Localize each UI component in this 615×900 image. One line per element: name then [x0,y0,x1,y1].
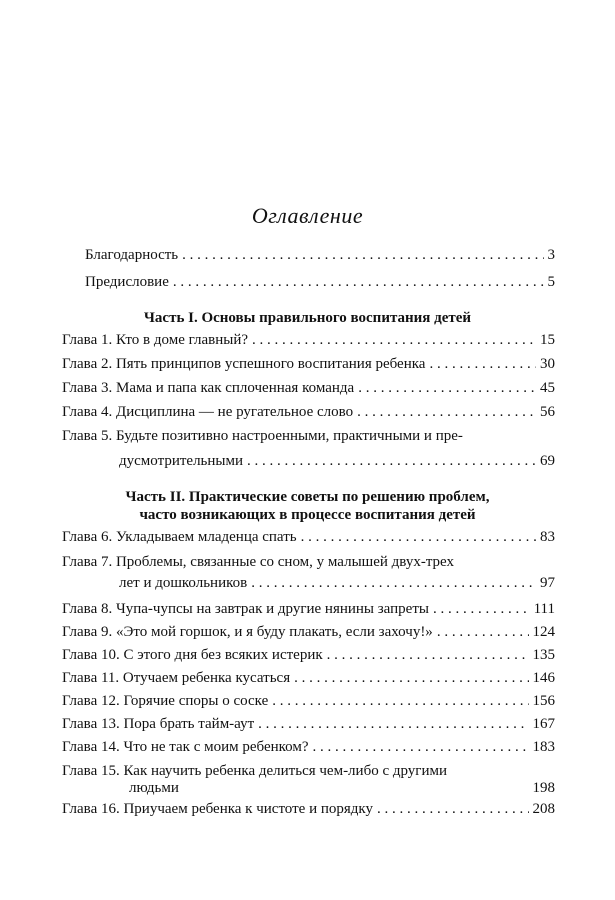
toc-entry-chapter-2[interactable] [62,355,555,374]
leader-dots [358,379,536,398]
entry-label: Глава 9. «Это мой горшок, и я буду плакать, если захочу!» [62,624,433,640]
entry-label: Глава 16. Приучаем ребенка к чистоте и порядку [62,801,373,817]
entry-label-continued: людьми [129,780,179,796]
toc-entry-chapter-8[interactable] [62,600,555,619]
entry-label: Глава 3. Мама и папа как сплоченная команда [62,380,355,396]
part-2-heading-line-1: Часть II. Практические советы по решению проблем, [125,489,490,505]
toc-entry-chapter-16[interactable] [62,800,555,819]
entry-label: Глава 12. Горячие споры о соске [62,693,269,709]
leader-dots [247,452,536,471]
entry-page: 111 [533,601,555,617]
entry-page: 15 [540,332,555,348]
entry-label-continued: дусмотрительными [119,453,244,469]
toc-entry-acknowledgements[interactable] [85,246,555,265]
entry-label: Глава 5. Будьте позитивно настроенными, практичными и пре- [62,428,463,444]
entry-page: 167 [532,716,555,732]
entry-page: 156 [532,693,555,709]
entry-label: Глава 4. Дисциплина — не ругательное слово [62,404,354,420]
toc-entry-chapter-11[interactable] [62,669,555,688]
entry-page: 56 [540,404,555,420]
toc-entry-chapter-1[interactable] [62,331,555,350]
entry-label: Глава 1. Кто в доме главный? [62,332,249,348]
entry-label: Глава 10. С этого дня без всяких истерик [62,647,323,663]
leader-dots [377,800,529,819]
leader-dots [437,623,529,642]
part-1-heading: Часть I. Основы правильного воспитания детей [143,310,472,326]
entry-page: 183 [532,739,555,755]
entry-page: 3 [547,247,555,263]
toc-entry-chapter-13[interactable] [62,715,555,734]
entry-page: 45 [540,380,555,396]
leader-dots [294,669,528,688]
leader-dots [251,574,536,593]
entry-label: Глава 15. Как научить ребенка делиться чем-либо с другими [62,763,447,779]
entry-page: 208 [532,801,555,817]
entry-label: Благодарность [85,247,179,263]
leader-dots [429,355,536,374]
entry-page: 135 [532,647,555,663]
leader-dots [258,715,528,734]
toc-entry-chapter-5[interactable] [62,427,555,471]
entry-page: 97 [540,575,555,591]
toc-entry-chapter-15[interactable] [62,762,555,798]
entry-page: 198 [532,780,555,796]
entry-page: 5 [547,274,555,290]
toc-entry-chapter-12[interactable] [62,692,555,711]
leader-dots [357,403,536,422]
part-2-heading-line-2: часто возникающих в процессе воспитания детей [139,507,476,523]
leader-dots [433,600,530,619]
entry-label: Глава 11. Отучаем ребенка кусаться [62,670,291,686]
toc-entry-chapter-3[interactable] [62,379,555,398]
entry-page: 146 [532,670,555,686]
entry-label: Глава 6. Укладываем младенца спать [62,529,297,545]
entry-page: 69 [540,453,555,469]
toc-entry-chapter-4[interactable] [62,403,555,422]
entry-label: Глава 8. Чупа-чупсы на завтрак и другие нянины запреты [62,601,429,617]
entry-label: Предисловие [85,274,169,290]
toc-entry-chapter-14[interactable] [62,738,555,757]
toc-entry-chapter-10[interactable] [62,646,555,665]
entry-label-continued: лет и дошкольников [119,575,248,591]
toc-entry-preface[interactable] [85,273,555,292]
leader-dots [313,738,529,757]
toc-entry-chapter-6[interactable] [62,528,555,547]
leader-dots [327,646,529,665]
toc-title: Оглавление [251,203,364,228]
leader-dots [173,273,544,292]
entry-label: Глава 14. Что не так с моим ребенком? [62,739,309,755]
toc-entry-chapter-9[interactable] [62,623,555,642]
entry-label: Глава 2. Пять принципов успешного воспитания ребенка [62,356,426,372]
leader-dots [272,692,528,711]
leader-dots [182,246,543,265]
entry-page: 30 [540,356,555,372]
entry-page: 124 [532,624,555,640]
entry-page: 83 [540,529,555,545]
leader-dots [252,331,536,350]
entry-label: Глава 7. Проблемы, связанные со сном, у малышей двух-трех [62,554,455,570]
toc-entry-chapter-7[interactable] [62,553,555,593]
entry-label: Глава 13. Пора брать тайм-аут [62,716,255,732]
leader-dots [301,528,536,547]
